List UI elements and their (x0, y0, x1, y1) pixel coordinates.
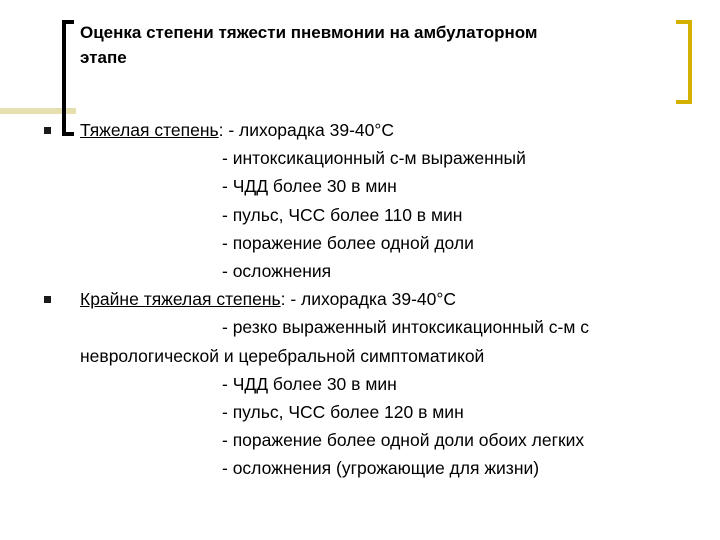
list-item: - резко выраженный интоксикационный с-м с (222, 317, 590, 338)
list-item: - интоксикационный с-м выраженный (222, 148, 526, 169)
extreme-heading (80, 285, 700, 313)
bullet-square-icon (44, 127, 51, 134)
slide-title (80, 20, 650, 70)
bullet-square-icon (44, 296, 51, 303)
list-item: - осложнения (угрожающие для жизни) (222, 458, 540, 479)
list-item: - поражение более одной доли обоих легких (222, 430, 585, 451)
severe-fever: : - лихорадка 39-40°С (218, 120, 395, 140)
slide-content (80, 116, 700, 483)
left-bracket-decoration (62, 20, 74, 136)
extreme-label: Крайне тяжелая степень (80, 289, 281, 310)
list-item: - ЧДД более 30 в мин (222, 176, 397, 197)
extreme-fever: : - лихорадка 39-40°С (280, 289, 457, 310)
right-bracket-decoration (676, 20, 692, 104)
list-item: - пульс, ЧСС более 110 в мин (222, 204, 463, 225)
list-item: - пульс, ЧСС более 120 в мин (222, 402, 464, 423)
severe-heading (80, 116, 700, 144)
title-line-2: этапе (80, 48, 127, 67)
title-line-1: Оценка степени тяжести пневмонии на амбулаторном (80, 23, 538, 42)
severe-label: Тяжелая степень (80, 120, 219, 140)
list-item-continuation: неврологической и церебральной симптоматикой (80, 345, 485, 366)
list-item: - поражение более одной доли (222, 232, 474, 253)
list-item: - ЧДД более 30 в мин (222, 373, 397, 394)
list-item: - осложнения (222, 261, 332, 282)
